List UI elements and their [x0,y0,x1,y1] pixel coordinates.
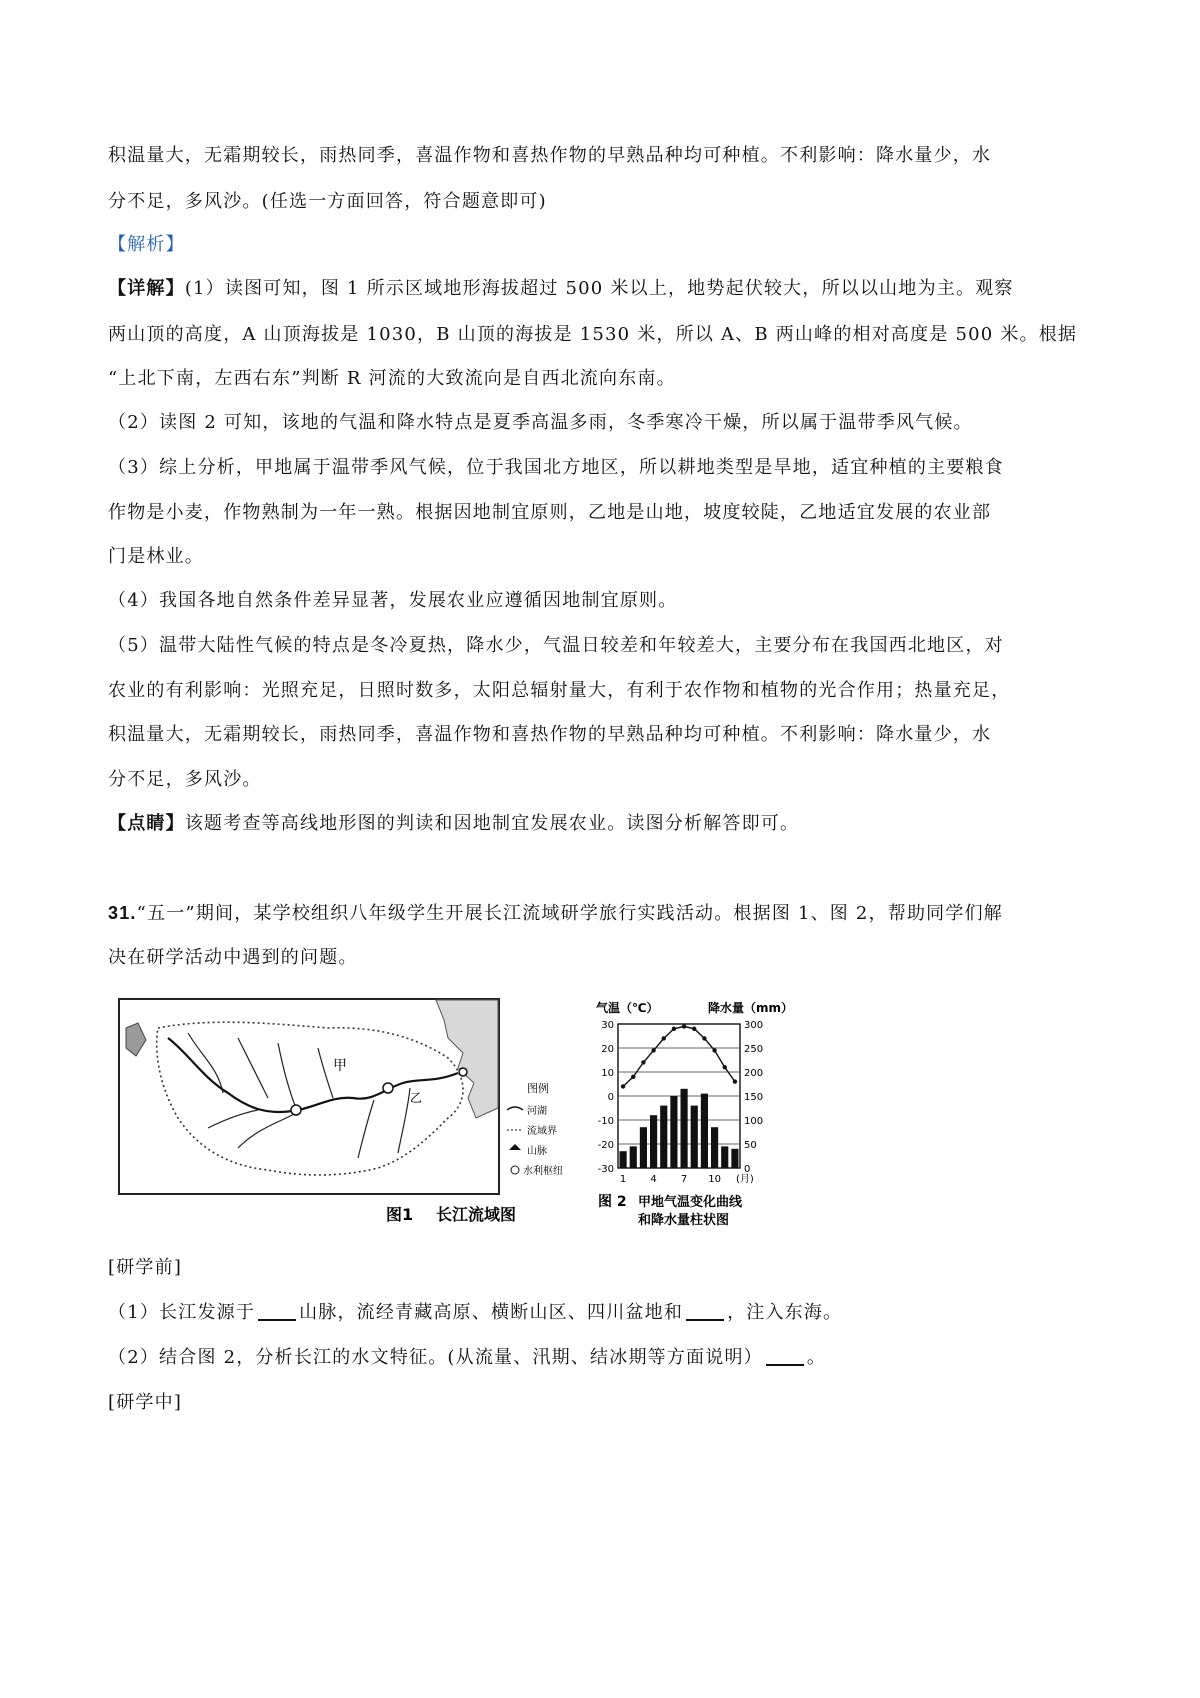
detail-para-3a: （3）综上分析，甲地属于温带季风气候，位于我国北方地区，所以耕地类型是旱地，适宜种植的主要粮食 [108,457,1004,478]
pre-study-label: [研学前] [108,1257,183,1278]
precip-bar [630,1146,637,1168]
dam-icon [459,1068,467,1076]
month-tick-label: 4 [650,1174,657,1185]
temp-tick-label: 0 [607,1092,614,1103]
precip-bar [650,1115,657,1168]
temp-tick-label: 20 [601,1044,614,1055]
detail-para-3c: 门是林业。 [108,546,204,567]
map-legend [505,1080,585,1190]
detail-para-3b: 作物是小麦，作物熟制为一年一熟。根据因地制宜原则，乙地是山地，坡度较陡，乙地适宜发展的农业部 [108,502,992,523]
temp-point [682,1024,686,1028]
temp-point [651,1048,655,1052]
climate-chart [590,996,820,1236]
temp-point [621,1084,625,1088]
precip-bar [620,1151,627,1168]
detail-para-4: （4）我国各地自然条件差异显著，发展农业应遵循因地制宜原则。 [108,590,678,611]
map-label-yi: 乙 [410,1091,423,1105]
precip-bar [640,1127,647,1168]
dam-icon [291,1105,301,1115]
mid-study-label: [研学中] [108,1392,183,1413]
q1-part-b: 山脉，流经青藏高原、横断山区、四川盆地和 [299,1302,684,1323]
detail-para-5a: （5）温带大陆性气候的特点是冬冷夏热，降水少，气温日较差和年较差大，主要分布在我国西北地区，对 [108,635,1004,656]
map-label-jia: 甲 [333,1058,347,1074]
temp-tick-label: 10 [601,1068,614,1079]
figure-2-caption-num: 图 2 [598,1194,627,1210]
q2-part-a: （2）结合图 2，分析长江的水文特征。(从流量、汛期、结冰期等方面说明） [108,1347,763,1368]
question-31-line-2: 决在研学活动中遇到的问题。 [108,947,358,968]
yangtze-basin-map [118,998,517,1234]
map-frame [119,999,499,1194]
legend-item-boundary: 流域界 [527,1126,557,1137]
precip-tick-label: 100 [744,1116,764,1127]
question-31-text-1: “五一”期间，某学校组织八年级学生开展长江流域研学旅行实践活动。根据图 1、图 2，帮助同学们解 [136,903,1003,924]
precip-bar [731,1149,738,1168]
comment-text: 该题考查等高线地形图的判读和因地制宜发展农业。读图分析解答即可。 [184,813,800,834]
precip-bars [620,1089,739,1168]
legend-mountain-icon [509,1144,521,1150]
figure-2 [590,996,820,1236]
legend-item-river: 河湖 [527,1106,547,1117]
precip-tick-label: 250 [744,1044,764,1055]
precip-bar [681,1089,688,1168]
detail-para-5b: 农业的有利影响：光照充足，日照时数多，太阳总辐射量大，有利于农作物和植物的光合作用；热量充足， [108,680,1011,701]
temp-point [662,1036,666,1040]
question-31-line-1 [108,900,1098,927]
precip-bar [721,1146,728,1168]
detail-tag: 【详解】 [108,278,185,299]
month-tick-label: 7 [680,1174,688,1185]
q1-part-c: ，注入东海。 [727,1302,843,1323]
detail-para-5c: 积温量大，无霜期较长，雨热同季，喜温作物和喜热作物的早熟品种均可种植。不利影响：降水量少，水 [108,724,992,745]
figure-1 [118,998,517,1234]
detail-line-3: “上北下南，左西右东”判断 R 河流的大致流向是自西北流向东南。 [108,368,676,389]
precip-tick-label: 150 [744,1092,764,1103]
q1-part-a: （1）长江发源于 [108,1302,256,1323]
comment-tag: 【点睛】 [108,813,185,834]
temperature-line [621,1024,737,1088]
precip-tick-label: 200 [744,1068,764,1079]
precip-tick-label: 300 [744,1020,764,1031]
figure-1-caption-num: 图1 [386,1205,414,1224]
dam-icon [383,1083,393,1093]
question-number: 31. [108,903,137,923]
x-axis-label: (月) [736,1174,754,1185]
precip-tick-label: 0 [744,1164,751,1175]
temp-tick-label: -20 [597,1140,614,1151]
month-tick-label: 1 [619,1174,627,1185]
legend-title: 图例 [527,1082,549,1095]
temp-point [672,1027,676,1031]
detail-para-5d: 分不足，多风沙。 [108,769,262,790]
figure-2-caption-l2: 和降水量柱状图 [638,1213,730,1228]
temp-point [631,1075,635,1079]
figure-1-caption: 长江流域图 [436,1205,517,1224]
answer-line-2: 分不足，多风沙。(任选一方面回答，符合题意即可) [108,191,547,212]
temp-point [692,1027,696,1031]
figure-2-caption-l1: 甲地气温变化曲线 [638,1195,743,1210]
detail-line-2: 两山顶的高度，A 山顶海拔是 1030，B 山顶的海拔是 1530 米，所以 A、B 两山峰的相对高度是 500 米。根据 [108,324,1078,345]
temp-point [702,1036,706,1040]
answer-blank-1[interactable] [258,1301,296,1321]
legend-dam-icon [511,1166,519,1174]
temp-point [723,1065,727,1069]
temp-tick-label: -30 [597,1164,614,1175]
right-axis-title: 降水量（mm） [708,1001,794,1015]
answer-blank-2[interactable] [686,1301,724,1321]
map-legend-svg [505,1080,585,1190]
temp-point [733,1079,737,1083]
precip-bar [691,1106,698,1168]
analysis-tag: 【解析】 [108,234,185,255]
precip-bar [660,1106,667,1168]
detail-line-1 [108,276,1098,302]
pre-study-q2 [108,1345,1098,1371]
temp-tick-label: 30 [601,1020,614,1031]
answer-blank-3[interactable] [766,1346,804,1366]
pre-study-q1 [108,1300,1098,1326]
temp-point [712,1048,716,1052]
q2-part-b: 。 [806,1347,827,1368]
detail-para-2: （2）读图 2 可知，该地的气温和降水特点是夏季高温多雨，冬季寒冷干燥，所以属于温带季风气候。 [108,412,973,433]
left-axis-title: 气温（℃） [596,1001,659,1015]
temp-tick-label: -10 [597,1116,614,1127]
legend-river-icon [507,1107,523,1110]
precip-bar [670,1096,677,1168]
month-tick-label: 10 [708,1174,721,1185]
precip-tick-label: 50 [744,1140,757,1151]
temp-point [641,1060,645,1064]
precip-bar [711,1127,718,1168]
precip-bar [701,1094,708,1168]
answer-line-1: 积温量大，无霜期较长，雨热同季，喜温作物和喜热作物的早熟品种均可种植。不利影响：降水量少，水 [108,145,992,166]
comment-line [108,811,1098,837]
temp-curve [623,1026,735,1086]
legend-item-mountain: 山脉 [527,1146,547,1157]
legend-item-dam: 水利枢纽 [523,1166,563,1177]
detail-text-1: (1）读图可知，图 1 所示区域地形海拔超过 500 米以上，地势起伏较大，所以以山地为主。观察 [184,278,1014,299]
